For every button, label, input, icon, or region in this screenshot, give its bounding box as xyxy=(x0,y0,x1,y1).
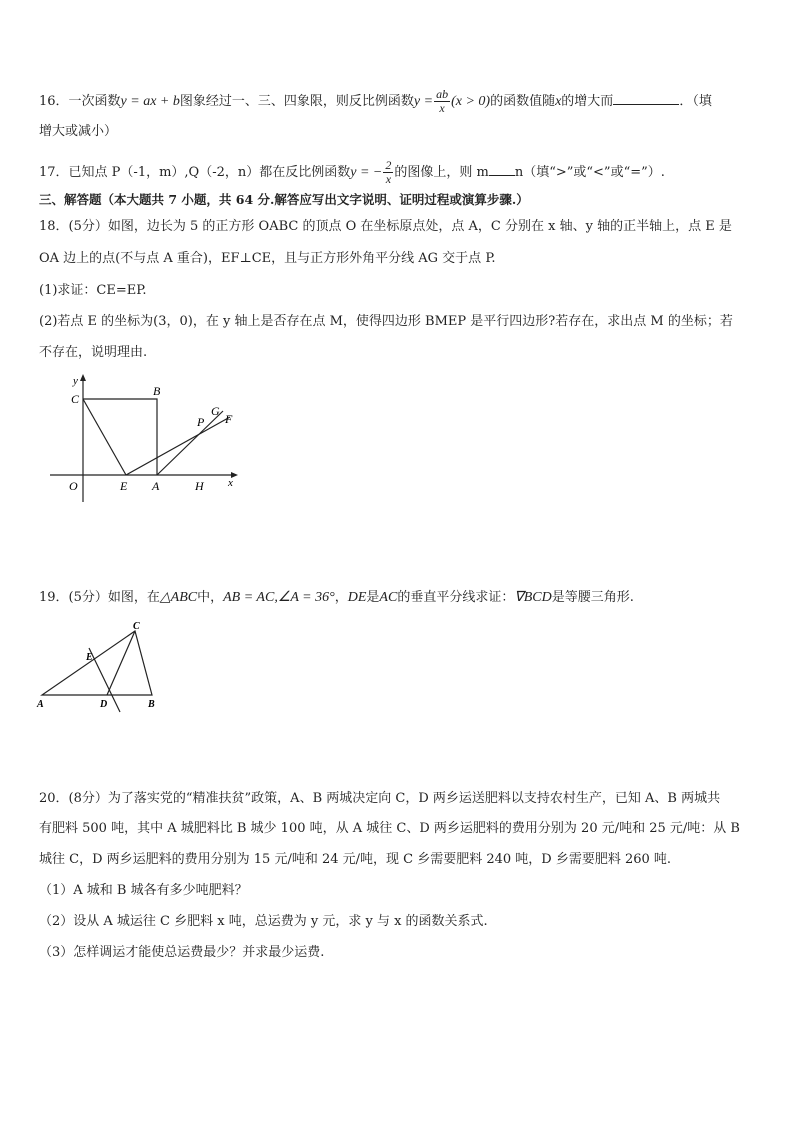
q18-part2-line1: (2)若点 E 的坐标为(3，0)，在 y 轴上是否存在点 M，使得四边形 BMEP 是平行四边形?若存在，求出点 M 的坐标；若 xyxy=(39,314,733,329)
q16-fraction xyxy=(434,88,450,115)
q19-mid3: 是 xyxy=(366,590,380,605)
q18-figure xyxy=(40,370,250,510)
q17-fraction xyxy=(383,159,393,186)
q18-segment-EF xyxy=(126,417,230,475)
q18-label-A: A xyxy=(152,479,160,493)
q18-y-arrow xyxy=(80,374,86,381)
q17-answer-blank[interactable] xyxy=(489,163,515,176)
q17-frac-num: 2 xyxy=(385,158,392,172)
q19-label-C: C xyxy=(133,621,140,632)
q20-line1: 20．(8分）为了落实党的“精准扶贫”政策，A、B 两城决定向 C，D 两乡运送肥料以支持农村生产，已知 A、B 两城共 xyxy=(39,791,721,806)
q19-label-D: D xyxy=(100,699,108,710)
q16-suffix2: 的增大而 xyxy=(561,94,614,109)
q18-label-y: y xyxy=(73,375,78,387)
q18-line1: 18．(5分）如图，边长为 5 的正方形 OABC 的顶点 O 在坐标原点处，点 A，C 分别在 x 轴、y 轴的正半轴上，点 E 是 xyxy=(39,219,732,234)
q17-y-eq: y = − xyxy=(350,165,383,180)
q18-label-O: O xyxy=(69,479,78,493)
q18-label-x: x xyxy=(228,477,233,489)
q19-mid2: ， xyxy=(334,590,348,605)
q18-label-E: E xyxy=(120,479,128,493)
q18-label-C: C xyxy=(71,392,80,406)
q18-label-B: B xyxy=(153,384,161,398)
q16-line1 xyxy=(39,88,712,115)
q16-condition: (x > 0) xyxy=(451,94,491,109)
q16-line2: 增大或减小） xyxy=(39,124,118,139)
q18-part2-line2: 不存在，说明理由. xyxy=(39,345,148,360)
q19-DE: DE xyxy=(347,590,367,605)
q19-condition: AB = AC,∠A = 36° xyxy=(223,590,335,605)
q16-frac-den: x xyxy=(439,101,445,115)
q16-linear-function: y = ax + b xyxy=(120,94,180,109)
q17-frac-den: x xyxy=(385,172,392,186)
q20-part3: （3）怎样调运才能使总运费最少？并求最少运费. xyxy=(39,945,325,960)
q18-label-P: P xyxy=(197,415,205,429)
q19-BCD: ∇BCD xyxy=(514,590,552,605)
q19-AC: AC xyxy=(379,590,398,605)
q18-label-G: G xyxy=(211,404,220,418)
q18-line2: OA 边上的点(不与点 A 重合)，EF⊥CE，且与正方形外角平分线 AG 交于点 P. xyxy=(39,251,496,266)
q16-mid: 图象经过一、三、四象限，则反比例函数 xyxy=(179,94,414,109)
q20-line2: 有肥料 500 吨，其中 A 城肥料比 B 城少 100 吨，从 A 城往 C、D 两乡运肥料的费用分别为 20 元/吨和 25 元/吨：从 B xyxy=(39,821,740,836)
q16-suffix1: 的函数值随 xyxy=(490,94,556,109)
section3-title: 三、解答题 xyxy=(39,192,102,207)
q17-prefix: 17．已知点 P（-1，m）,Q（-2，n）都在反比例函数 xyxy=(39,165,351,180)
q19-figure xyxy=(34,620,164,715)
q20-part1: （1）A 城和 B 城各有多少吨肥料？ xyxy=(39,883,248,898)
q19-label-A: A xyxy=(37,699,44,710)
q19-mid1: 中， xyxy=(197,590,224,605)
q18-segment-AG xyxy=(157,411,223,475)
section3-heading xyxy=(39,191,529,209)
q18-part1: (1)求证：CE=EP. xyxy=(39,283,147,298)
q19-label-E: E xyxy=(86,652,93,663)
q16-answer-blank[interactable] xyxy=(613,92,679,105)
q18-label-H: H xyxy=(195,479,204,493)
q19-mid4: 的垂直平分线求证： xyxy=(397,590,515,605)
q19-line xyxy=(39,589,634,607)
q18-segment-CE xyxy=(83,399,126,475)
q16-prefix: 16．一次函数 xyxy=(39,94,121,109)
q20-part2: （2）设从 A 城运往 C 乡肥料 x 吨，总运费为 y 元，求 y 与 x 的函数关系式. xyxy=(39,914,488,929)
q19-suffix: 是等腰三角形. xyxy=(551,590,634,605)
q19-label-B: B xyxy=(148,699,155,710)
q16-y-eq: y = xyxy=(413,94,434,109)
q17-suffix: 的图像上，则 m xyxy=(394,165,489,180)
q19-prefix: 19．(5分）如图，在 xyxy=(39,590,160,605)
q17-line xyxy=(39,159,665,186)
section3-note: （本大题共 7 小题，共 64 分.解答应写出文字说明、证明过程或演算步骤.） xyxy=(101,192,529,207)
q17-suffix2: n（填“>”或“<”或“=”）. xyxy=(514,165,665,180)
q16-frac-num: ab xyxy=(436,87,449,101)
q16-var-x: x xyxy=(555,94,562,109)
q16-tail: ．（填 xyxy=(679,94,712,109)
q20-line3: 城往 C，D 两乡运肥料的费用分别为 15 元/吨和 24 元/吨，现 C 乡需要肥料 240 吨，D 乡需要肥料 260 吨. xyxy=(39,852,672,867)
q19-triangle-ABC xyxy=(42,631,152,695)
q19-triangle: △ABC xyxy=(159,590,198,605)
q18-label-F: F xyxy=(225,412,233,426)
